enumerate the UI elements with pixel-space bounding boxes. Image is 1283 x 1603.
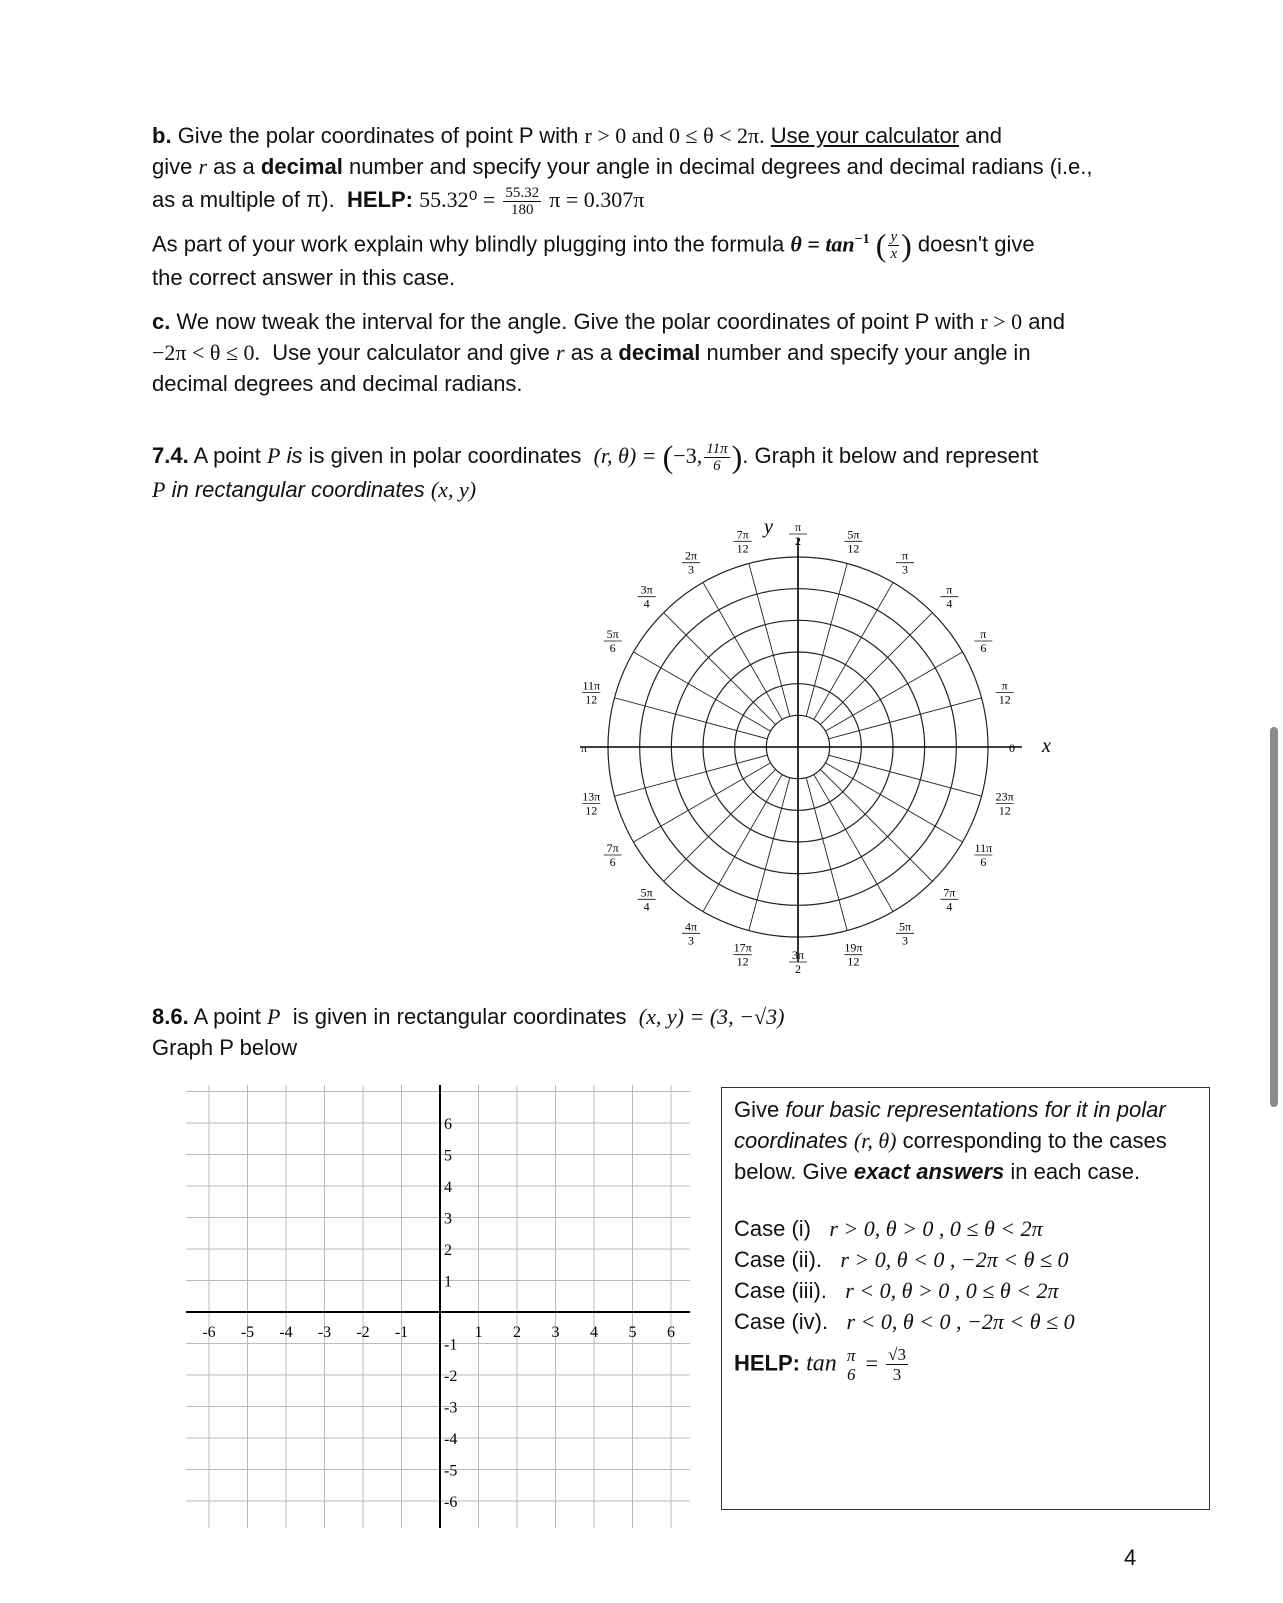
box-intro-line3: below. Give exact answers in each case.	[734, 1159, 1141, 1184]
polar-ring	[766, 715, 829, 778]
part-b-line3: as a multiple of π). HELP: 55.32⁰ = $\frac{55.32}{180}$ π = 0.307π	[152, 184, 645, 218]
svg-text:4π: 4π	[684, 919, 698, 934]
x-tick-label: 5	[628, 1324, 637, 1341]
polar-ring	[671, 620, 924, 873]
svg-text:12: 12	[998, 803, 1011, 818]
svg-text:π: π	[980, 627, 987, 641]
svg-text:π: π	[794, 520, 802, 534]
x-tick-label: -5	[240, 1324, 255, 1341]
polar-ray	[664, 613, 776, 725]
polar-ray	[806, 563, 847, 716]
polar-ray	[633, 652, 770, 731]
cartesian-tick-labels	[202, 1116, 675, 1511]
polar-ray	[614, 755, 767, 796]
polar-angle-label	[940, 885, 958, 913]
part-c-line3: decimal degrees and decimal radians.	[152, 371, 523, 396]
svg-text:5π: 5π	[606, 627, 619, 641]
problem-8-6-line1: 8.6. A point P is given in rectangular coordinates (x, y) = (3, −√3)	[152, 1004, 785, 1029]
y-tick-label: -3	[444, 1399, 458, 1417]
y-tick-label: 1	[444, 1273, 452, 1291]
polar-angle-label	[844, 941, 862, 969]
polar-ray	[633, 763, 770, 842]
svg-text:17π: 17π	[733, 940, 752, 955]
polar-ring	[640, 589, 957, 906]
svg-text:12: 12	[998, 692, 1011, 707]
svg-text:13π: 13π	[582, 789, 601, 804]
case-i: Case (i) r > 0, θ > 0 , 0 ≤ θ < 2π	[734, 1216, 1043, 1241]
part-c	[152, 306, 1137, 399]
polar-ray	[664, 769, 776, 881]
svg-text:6: 6	[980, 641, 987, 655]
y-tick-label: 4	[444, 1179, 452, 1196]
x-tick-label: -1	[394, 1324, 409, 1341]
svg-text:0: 0	[1009, 741, 1015, 755]
polar-rays	[608, 557, 988, 937]
x-tick-label: 4	[590, 1324, 598, 1341]
problem-8-6-line2: Graph P below	[152, 1035, 298, 1060]
polar-angle-label	[996, 679, 1014, 707]
cartesian-grid	[186, 1085, 690, 1528]
y-tick-label: -5	[444, 1462, 458, 1480]
polar-angle-label	[604, 841, 622, 869]
svg-text:5π: 5π	[640, 885, 653, 900]
svg-text:3π: 3π	[640, 582, 653, 597]
polar-angle-label	[682, 549, 700, 577]
y-tick-label: 2	[444, 1242, 452, 1259]
svg-text:7π: 7π	[736, 527, 749, 542]
svg-text:2: 2	[795, 962, 801, 976]
svg-text:2: 2	[795, 534, 801, 548]
svg-text:5π: 5π	[898, 919, 912, 934]
polar-angle-label	[1009, 741, 1015, 755]
polar-ray	[825, 652, 962, 731]
part-b	[152, 120, 1137, 293]
x-tick-label: 3	[551, 1324, 560, 1341]
problem-7-4-line2: P in rectangular coordinates (x, y)	[152, 476, 477, 502]
svg-text:12: 12	[847, 541, 860, 556]
x-tick-label: 6	[667, 1324, 675, 1341]
polar-angle-label	[734, 941, 752, 969]
polar-angle-label	[682, 919, 700, 947]
part-b-line1: b. Give the polar coordinates of point P with r > 0 and 0 ≤ θ < 2π. Use your calculator and	[152, 123, 1002, 148]
x-tick-label: -3	[317, 1324, 332, 1341]
polar-angle-label	[896, 919, 914, 947]
polar-ray	[749, 563, 790, 716]
svg-text:6: 6	[609, 641, 616, 655]
case-ii: Case (ii). r > 0, θ < 0 , −2π < θ ≤ 0	[734, 1247, 1069, 1272]
polar-ray	[829, 755, 982, 796]
polar-ring	[735, 684, 862, 811]
svg-text:4: 4	[946, 596, 953, 611]
polar-angle-label	[996, 789, 1014, 817]
polar-ray	[820, 613, 932, 725]
polar-angle-label	[789, 948, 807, 976]
polar-angle-label	[638, 583, 656, 611]
y-tick-label: -1	[444, 1336, 458, 1354]
y-tick-label: -6	[444, 1494, 458, 1511]
problem-7-4	[152, 440, 1137, 505]
calculator-underlined: Use your calculator	[770, 123, 960, 148]
svg-text:3: 3	[902, 933, 908, 948]
box-intro-line1: Give four basic representations for it in polar	[734, 1097, 1166, 1122]
svg-text:23π: 23π	[995, 789, 1014, 804]
polar-y-label: y	[764, 516, 773, 538]
svg-text:12: 12	[585, 692, 598, 707]
polar-angle-labels	[581, 520, 1015, 976]
svg-text:4: 4	[946, 899, 953, 914]
svg-text:7π: 7π	[943, 885, 956, 900]
pi-over-six: π 6	[846, 1345, 856, 1384]
polar-angle-label	[581, 741, 587, 755]
y-tick-label: 6	[444, 1116, 452, 1133]
svg-text:12: 12	[736, 541, 749, 556]
part-b-line4: As part of your work explain why blindly plugging into the formula $\theta = \tan^{-1}$ ( $\frac{y}{x}$ ) doesn't give	[152, 226, 1035, 263]
polar-ray	[749, 778, 790, 931]
polar-ray	[825, 763, 962, 842]
svg-text:π: π	[580, 741, 588, 755]
svg-text:11π: 11π	[582, 678, 601, 693]
part-c-line2: −2π < θ ≤ 0. Use your calculator and give r as a decimal number and specify your angle in	[152, 340, 1031, 365]
polar-angle-label	[940, 583, 958, 611]
x-tick-label: 2	[513, 1324, 521, 1341]
polar-ray	[614, 698, 767, 739]
representations-box	[721, 1087, 1210, 1510]
svg-text:5π: 5π	[847, 527, 860, 542]
polar-ray	[814, 774, 893, 911]
help-fraction: $\frac{55.32}{180}$	[505, 184, 540, 218]
y-tick-label: -4	[444, 1431, 458, 1448]
polar-angle-label	[582, 789, 600, 817]
svg-text:4: 4	[643, 596, 650, 611]
part-c-line1: c. We now tweak the interval for the angle. Give the polar coordinates of point P with r > 0 and	[152, 309, 1065, 334]
polar-angle-label	[638, 885, 656, 913]
box-intro-line2: coordinates (r, θ) corresponding to the cases	[734, 1128, 1167, 1153]
x-tick-label: -2	[356, 1324, 370, 1341]
svg-text:12: 12	[847, 954, 860, 969]
svg-text:19π: 19π	[844, 940, 863, 955]
problem-8-6	[152, 1001, 1137, 1063]
svg-text:6: 6	[980, 855, 987, 869]
svg-text:4: 4	[643, 899, 650, 914]
polar-ray	[806, 778, 847, 931]
polar-rings	[608, 557, 988, 937]
polar-ray	[703, 774, 782, 911]
svg-text:π: π	[946, 582, 953, 597]
box-help: HELP: tan π 6 = $\frac{√3}{3}$	[734, 1345, 906, 1384]
part-b-line5: the correct answer in this case.	[152, 264, 456, 290]
eleven-pi-over-six: $\frac{11\pi}{6}$	[706, 440, 728, 474]
page-number: 4	[1124, 1545, 1137, 1570]
svg-text:11π: 11π	[974, 841, 993, 855]
polar-ray	[820, 769, 932, 881]
svg-text:6: 6	[609, 855, 616, 869]
svg-text:π: π	[901, 548, 909, 563]
polar-x-label: x	[1042, 735, 1051, 757]
root3-over-three: $\frac{√3}{3}$	[888, 1345, 906, 1384]
part-b-line2: give r as a decimal number and specify your angle in decimal degrees and decimal radians (i.e.,	[152, 154, 1093, 179]
polar-angle-label	[789, 520, 807, 548]
svg-text:3: 3	[902, 562, 908, 577]
polar-angle-label	[844, 527, 862, 555]
polar-ray	[829, 698, 982, 739]
x-tick-label: 1	[474, 1324, 483, 1341]
polar-ring	[703, 652, 893, 842]
svg-text:3π: 3π	[791, 948, 805, 962]
y-tick-label: 3	[444, 1210, 452, 1228]
y-tick-label: 5	[444, 1147, 452, 1165]
polar-ray	[814, 582, 893, 719]
polar-ray	[703, 582, 782, 719]
svg-text:12: 12	[585, 803, 598, 818]
svg-text:2π: 2π	[684, 548, 698, 563]
svg-text:7π: 7π	[606, 841, 619, 855]
case-iv: Case (iv). r < 0, θ < 0 , −2π < θ ≤ 0	[734, 1309, 1075, 1334]
svg-text:3: 3	[688, 933, 694, 948]
case-iii: Case (iii). r < 0, θ > 0 , 0 ≤ θ < 2π	[734, 1278, 1059, 1303]
x-tick-label: -6	[202, 1324, 216, 1341]
svg-text:12: 12	[736, 954, 749, 969]
x-tick-label: -4	[279, 1324, 293, 1341]
problem-7-4-line1: 7.4. A point P is is given in polar coordinates (r, θ) = (−3, $\frac{11\pi}{6}$ ). Graph it below and represent	[152, 438, 1039, 475]
y-over-x-fraction: $\frac{y}{x}$	[890, 228, 898, 262]
polar-angle-label	[974, 841, 992, 869]
polar-angle-label	[896, 549, 914, 577]
svg-text:3: 3	[688, 562, 694, 577]
polar-angle-label	[604, 627, 622, 655]
polar-angle-label	[734, 527, 752, 555]
svg-text:π: π	[1001, 678, 1008, 693]
polar-ring	[608, 557, 988, 937]
scrollbar[interactable]	[1270, 727, 1278, 1107]
polar-angle-label	[582, 679, 600, 707]
polar-angle-label	[974, 627, 992, 655]
y-tick-label: -2	[444, 1368, 458, 1385]
